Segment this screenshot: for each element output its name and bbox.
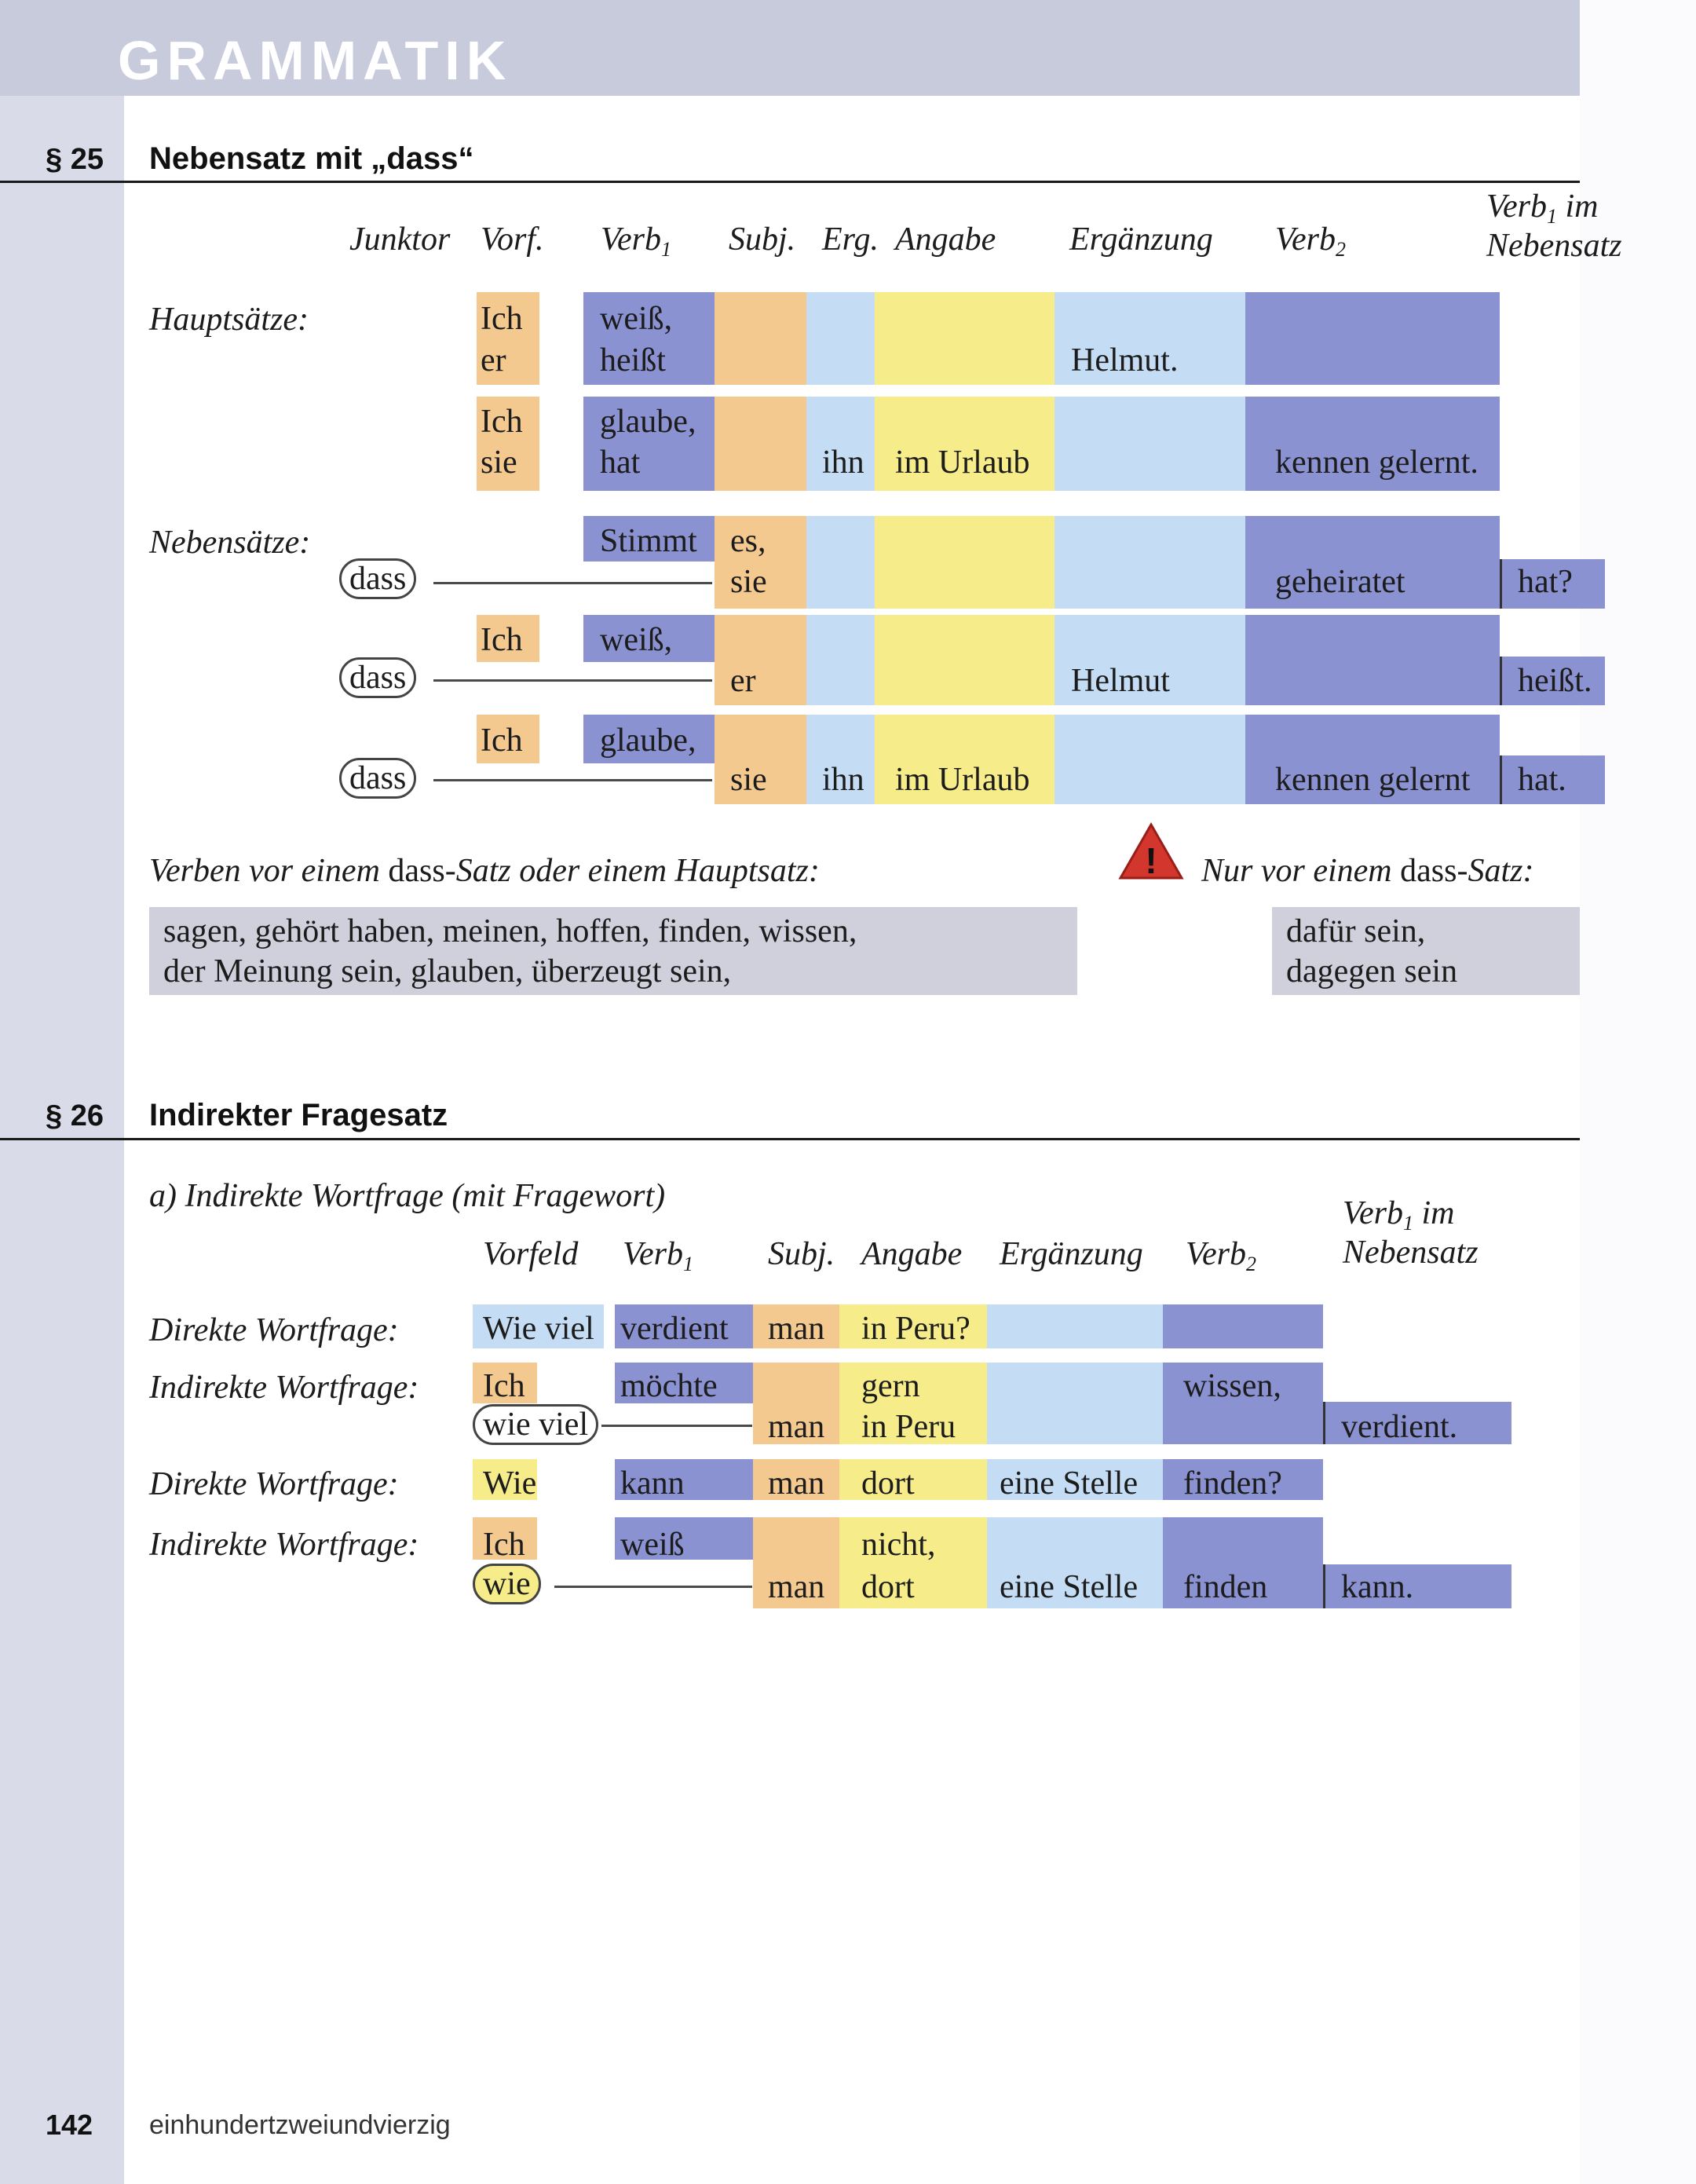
junktor-connector-line xyxy=(433,779,712,781)
word-angabe: im Urlaub xyxy=(895,444,1030,481)
word-verb2: wissen, xyxy=(1183,1368,1281,1404)
word-subj: man xyxy=(768,1465,825,1502)
word-subj: er xyxy=(730,663,756,699)
word-junktor: wie xyxy=(473,1568,541,1601)
junktor-connector-line xyxy=(601,1425,752,1427)
row-label: Indirekte Wortfrage: xyxy=(149,1370,419,1406)
word-vorf: Ich xyxy=(481,622,523,658)
cell-angabe xyxy=(875,292,1055,385)
section-25-number: § 25 xyxy=(46,143,104,176)
word-junktor: dass xyxy=(339,562,416,595)
word-ergaenzung: Helmut. xyxy=(1071,342,1179,379)
section-26-rule xyxy=(0,1138,1580,1140)
cell-ergaenzung xyxy=(987,1363,1163,1444)
page-number: 142 xyxy=(46,2109,93,2141)
only-list-line: dafür sein, xyxy=(1286,913,1426,949)
cell-verb2 xyxy=(1245,615,1500,705)
header-verb2: Verb$_2$ xyxy=(1186,1236,1256,1275)
verbs-list-line: sagen, gehört haben, meinen, hoffen, finden, wissen, xyxy=(163,913,857,949)
word-verb1: Stimmt xyxy=(600,523,697,559)
word-verb1-nebensatz: hat? xyxy=(1518,564,1573,600)
subsection-a-title: a) Indirekte Wortfrage (mit Fragewort) xyxy=(149,1178,666,1214)
cell-erg xyxy=(806,615,875,705)
word-verb1: weiß xyxy=(620,1527,685,1563)
word-verb1-nebensatz: heißt. xyxy=(1518,663,1592,699)
word-erg: ihn xyxy=(822,762,864,798)
word-angabe: dort xyxy=(861,1465,915,1502)
row-label: Indirekte Wortfrage: xyxy=(149,1527,419,1563)
header-ergaenzung: Ergänzung xyxy=(1069,221,1213,258)
cell-subj xyxy=(715,292,806,385)
header-ergaenzung: Ergänzung xyxy=(1000,1236,1143,1272)
verbs-before-dass-label: Verben vor einem dass-Satz oder einem Hauptsatz: xyxy=(149,853,820,889)
label-hauptsaetze: Hauptsätze: xyxy=(149,302,309,338)
word-verb2: finden xyxy=(1183,1569,1268,1605)
header-angabe: Angabe xyxy=(895,221,996,258)
word-vorf: Ich xyxy=(481,723,523,759)
header-junktor: Junktor xyxy=(349,221,451,258)
section-25-rule xyxy=(0,181,1580,183)
page-number-words: einhundertzweiundvierzig xyxy=(149,2110,451,2140)
word-verb1: glaube, xyxy=(600,723,696,759)
word-verb1: heißt xyxy=(600,342,666,379)
word-angabe: in Peru? xyxy=(861,1311,970,1347)
word-vorf: sie xyxy=(481,444,517,481)
word-vorf: Ich xyxy=(481,404,523,440)
word-verb2: kennen gelernt. xyxy=(1275,444,1479,481)
word-verb1: verdient xyxy=(620,1311,729,1347)
only-list-line: dagegen sein xyxy=(1286,953,1458,990)
only-before-dass-label: Nur vor einem dass-Satz: xyxy=(1201,853,1534,889)
page-sidebar xyxy=(0,0,124,2184)
junktor-connector-line xyxy=(433,582,712,584)
word-verb1: weiß, xyxy=(600,301,673,337)
header-verb1: Verb$_1$ xyxy=(623,1236,693,1275)
word-vorf: er xyxy=(481,342,506,379)
cell-subj xyxy=(715,615,806,705)
junktor-connector-line xyxy=(433,679,712,682)
row-label: Direkte Wortfrage: xyxy=(149,1312,399,1348)
cell-subj xyxy=(715,397,806,491)
right-margin xyxy=(1580,0,1696,2184)
junktor-connector-line xyxy=(554,1586,752,1588)
word-verb1-nebensatz: hat. xyxy=(1518,762,1566,798)
word-verb1: kann xyxy=(620,1465,685,1502)
cell-verb2 xyxy=(1163,1304,1323,1348)
warning-triangle-icon xyxy=(1117,821,1185,881)
word-verb2: kennen gelernt xyxy=(1275,762,1471,798)
verb-separator xyxy=(1500,755,1502,804)
header-verb1-nebensatz: Verb$_1$ im Nebensatz xyxy=(1486,188,1622,265)
word-verb1: möchte xyxy=(620,1368,718,1404)
header-verb1: Verb$_1$ xyxy=(601,221,671,261)
cell-ergaenzung xyxy=(987,1304,1163,1348)
cell-verb2 xyxy=(1245,292,1500,385)
word-verb1-nebensatz: verdient. xyxy=(1341,1409,1458,1445)
cell-erg xyxy=(806,292,875,385)
header-subj: Subj. xyxy=(729,221,796,258)
word-vorf: Ich xyxy=(481,301,523,337)
word-verb1: glaube, xyxy=(600,404,696,440)
word-verb1-nebensatz: kann. xyxy=(1341,1569,1414,1605)
word-subj: man xyxy=(768,1409,825,1445)
section-26-number: § 26 xyxy=(46,1099,104,1132)
word-angabe: im Urlaub xyxy=(895,762,1030,798)
section-25-title: Nebensatz mit „dass“ xyxy=(149,141,474,176)
cell-angabe xyxy=(875,615,1055,705)
section-brand-title: GRAMMATIK xyxy=(118,30,513,91)
verbs-list-line: der Meinung sein, glauben, überzeugt sein, xyxy=(163,953,732,990)
word-vorfeld: Wie viel xyxy=(483,1311,594,1347)
word-subj: man xyxy=(768,1569,825,1605)
word-verb2: geheiratet xyxy=(1275,564,1405,600)
word-verb1: weiß, xyxy=(600,622,673,658)
word-angabe: dort xyxy=(861,1569,915,1605)
warning-mark: ! xyxy=(1145,840,1157,881)
verb-separator xyxy=(1323,1402,1325,1444)
word-angabe: gern xyxy=(861,1368,920,1404)
word-ergaenzung: eine Stelle xyxy=(1000,1569,1139,1605)
cell-erg xyxy=(806,516,875,609)
word-angabe: nicht, xyxy=(861,1527,936,1563)
word-vorfeld: Wie xyxy=(483,1465,537,1502)
word-junktor: dass xyxy=(339,661,416,694)
word-junktor: dass xyxy=(339,762,416,795)
word-subj: sie xyxy=(730,762,767,798)
cell-angabe xyxy=(875,516,1055,609)
word-verb1: hat xyxy=(600,444,641,481)
header-angabe: Angabe xyxy=(861,1236,963,1272)
header-vorf: Vorf. xyxy=(481,221,544,258)
row-label: Direkte Wortfrage: xyxy=(149,1466,399,1502)
header-verb1-nebensatz: Verb$_1$ im Nebensatz xyxy=(1343,1195,1479,1271)
verb-separator xyxy=(1500,559,1502,609)
word-angabe: in Peru xyxy=(861,1409,956,1445)
word-ergaenzung: Helmut xyxy=(1071,663,1170,699)
cell-ergaenzung xyxy=(1055,397,1245,491)
verb-separator xyxy=(1500,657,1502,705)
word-vorfeld: Ich xyxy=(483,1527,525,1563)
cell-ergaenzung xyxy=(1055,516,1245,609)
word-junktor: wie viel xyxy=(473,1408,598,1441)
header-erg: Erg. xyxy=(822,221,879,258)
word-subj: sie xyxy=(730,564,767,600)
header-verb2: Verb$_2$ xyxy=(1275,221,1346,261)
verb-separator xyxy=(1323,1564,1325,1608)
word-ergaenzung: eine Stelle xyxy=(1000,1465,1139,1502)
label-nebensaetze: Nebensätze: xyxy=(149,525,311,561)
word-subj: es, xyxy=(730,523,766,559)
word-vorfeld: Ich xyxy=(483,1368,525,1404)
section-26-title: Indirekter Fragesatz xyxy=(149,1098,448,1132)
header-vorfeld: Vorfeld xyxy=(483,1236,579,1272)
word-subj: man xyxy=(768,1311,825,1347)
word-erg: ihn xyxy=(822,444,864,481)
cell-ergaenzung xyxy=(1055,715,1245,804)
header-subj: Subj. xyxy=(768,1236,835,1272)
word-verb2: finden? xyxy=(1183,1465,1282,1502)
